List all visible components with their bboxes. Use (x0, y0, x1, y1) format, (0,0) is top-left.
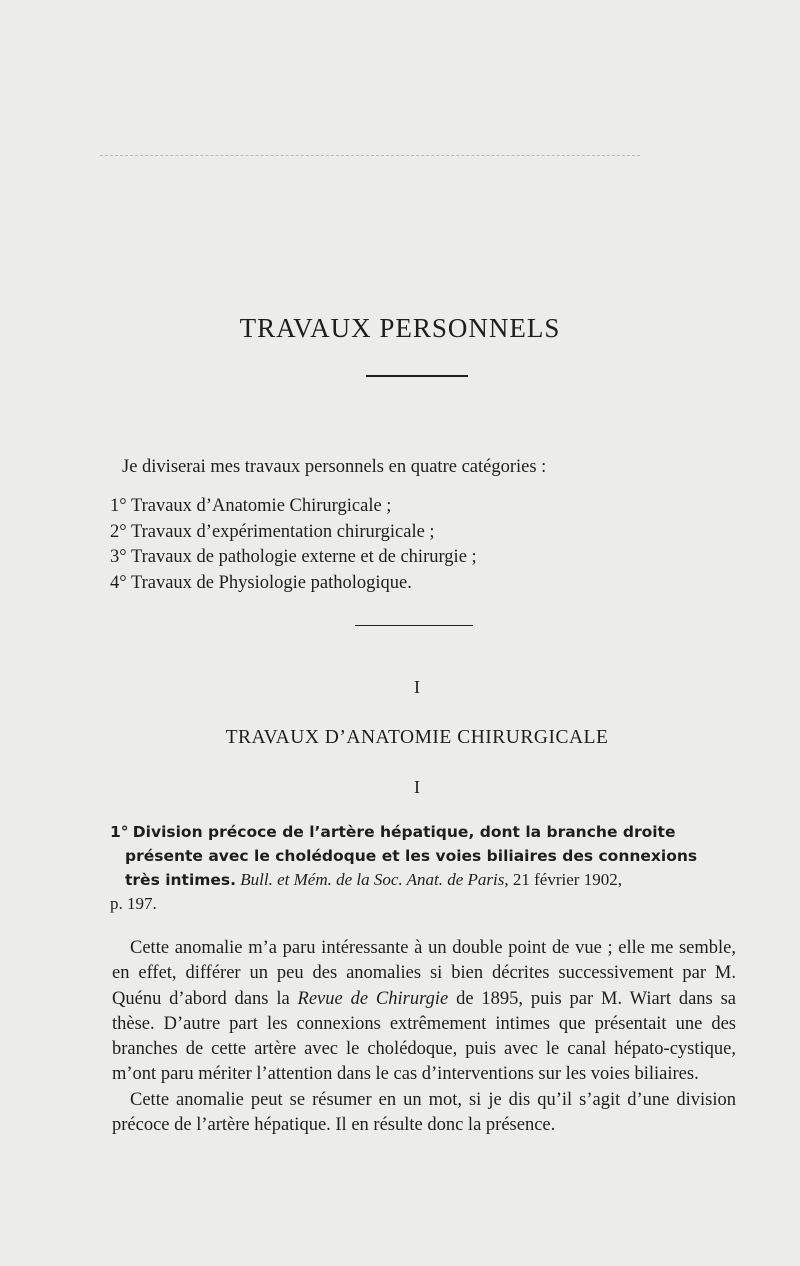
entry-title-line-3: très intimes. (125, 871, 237, 889)
body-text (112, 936, 736, 1138)
entry-page: p. 197. (110, 894, 157, 913)
paragraph (112, 936, 736, 1088)
entry-number: 1° (110, 823, 129, 841)
paragraph-1-start: Cette anomalie m’a paru intéressante à un double point de vue ; elle me semble, en effet, différer un peu des anomalies si bien décrites successivement par M. Quénu d’abord dans la (112, 938, 736, 1009)
category-item: 2° Travaux d’expérimentation chirurgicale ; (110, 521, 435, 542)
category-item: 4° Travaux de Physiologie pathologique. (110, 572, 412, 593)
entry-citation: Bull. et Mém. de la Soc. Anat. de Paris, (240, 870, 509, 889)
journal-title: Revue de Chirurgie (297, 988, 449, 1009)
entry-date: 21 février 1902, (512, 870, 622, 889)
category-list (110, 494, 477, 596)
title-underline-rule (366, 375, 468, 377)
paragraph-1-end: de 1895, puis par M. Wiart dans sa thèse. D’autre part les connexions extrêmement intimes que présentait une des branches de cette artère avec le cholédoque, puis avec le canal hépato-cystique, m’ont paru mériter l’attention dans le cas d’interventions sur les voies biliaires. (112, 988, 737, 1085)
section-roman-numeral: I (414, 677, 420, 697)
category-item: 1° Travaux d’Anatomie Chirurgicale ; (110, 496, 392, 516)
subsection-roman-numeral: I (414, 777, 420, 797)
category-item: 3° Travaux de pathologie externe et de chirurgie ; (110, 547, 477, 567)
entry-title-line-2: présente avec le cholédoque et les voies biliaires des connexions (125, 847, 698, 865)
paragraph: Cette anomalie peut se résumer en un mot, si je dis qu’il s’agit d’une division précoce de l’artère hépatique. Il en résulte donc la présence. (112, 1089, 736, 1136)
intro-text: Je diviserai mes travaux personnels en quatre catégories : (122, 457, 547, 477)
section-separator-rule (355, 625, 473, 626)
faint-top-rule (100, 155, 640, 156)
page-title: TRAVAUX PERSONNELS (239, 313, 561, 343)
section-title: TRAVAUX D’ANATOMIE CHIRURGICALE (225, 727, 609, 748)
entry-title-line-1: Division précoce de l’artère hépatique, dont la branche droite (132, 823, 676, 841)
bibliographic-entry (110, 820, 732, 915)
